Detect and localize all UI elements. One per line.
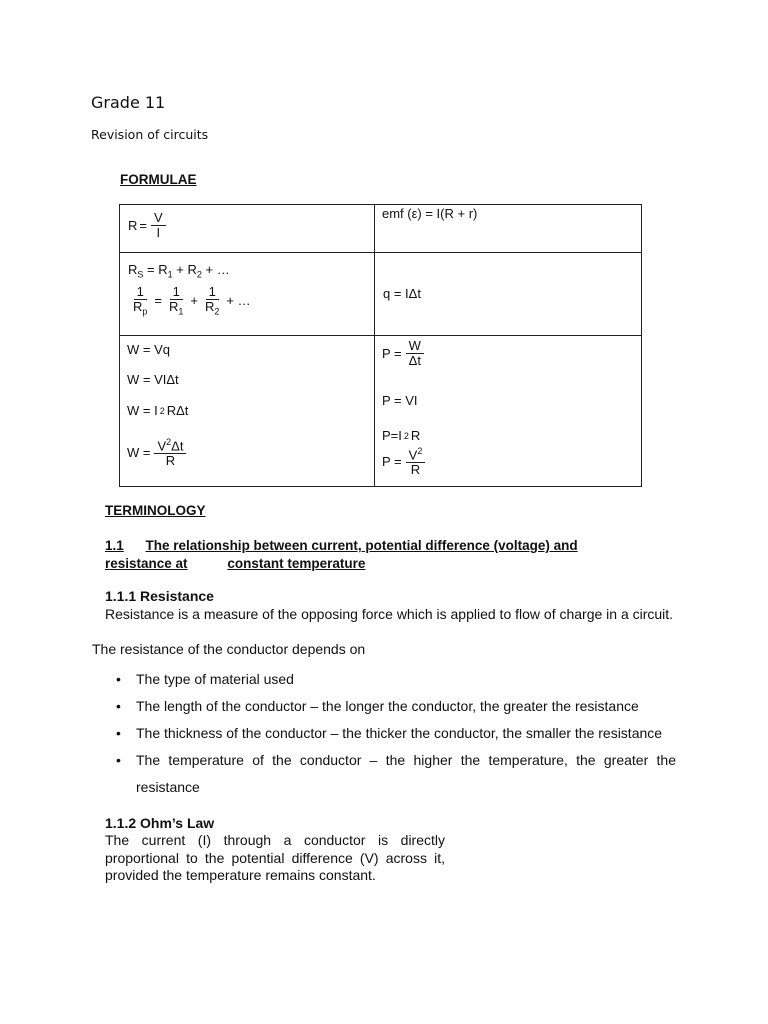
depends-intro: The resistance of the conductor depends on: [92, 641, 366, 657]
resistance-formula: [128, 211, 168, 239]
work-formula-3: W = I 2 RΔt: [127, 403, 189, 418]
ohms-law-text: The current (I) through a conductor is directly proportional to the potential difference (V) across it, provided the temperature remains constant.: [105, 832, 445, 883]
formula-text: +: [190, 293, 198, 309]
power-formula-4: [382, 447, 427, 477]
denominator: Δt: [408, 352, 421, 368]
parallel-resistance-formula: [128, 285, 251, 317]
fraction: [202, 285, 222, 317]
work-formula-1: W = Vq: [127, 342, 170, 357]
bullet-icon: •: [116, 698, 121, 714]
section-number: 1.1: [105, 538, 124, 553]
table-row: [120, 253, 642, 336]
section-1-1-2-heading: 1.1.2 Ohm’s Law: [105, 815, 215, 831]
numerator: $V^2\Delta t$: [154, 438, 186, 454]
power-formula-3: P=I 2 R: [382, 428, 421, 443]
list-item-text: The thickness of the conductor – the thicker the conductor, the smaller the resistance: [136, 725, 663, 741]
list-item: [116, 720, 676, 747]
bullet-icon: •: [116, 725, 121, 741]
denominator: $R_2$: [205, 298, 220, 317]
list-item: [116, 666, 676, 693]
bullet-icon: •: [116, 671, 121, 687]
power-formula-2: P = VI: [382, 393, 418, 408]
resistance-definition: Resistance is a measure of the opposing force which is applied to flow of charge in a circuit.: [105, 606, 674, 622]
work-formula-4: [127, 438, 188, 468]
numerator: 1: [134, 285, 147, 300]
formula-text: W =: [127, 445, 151, 461]
work-formula-2: W = VIΔt: [127, 372, 179, 387]
numerator: 1: [206, 285, 219, 300]
denominator: $R_p$: [133, 298, 148, 317]
table-cell: [120, 253, 375, 336]
section-title-part: resistance at: [105, 556, 188, 571]
fraction: [406, 339, 424, 367]
formula-text: =: [139, 217, 147, 233]
denominator: $R_1$: [169, 298, 184, 317]
series-resistance-formula: [128, 262, 230, 280]
charge-formula: q = IΔt: [383, 286, 421, 301]
bullet-list: [116, 666, 676, 801]
section-1-1-1-heading: 1.1.1 Resistance: [105, 588, 214, 604]
emf-formula: emf (ε) = I(R + r): [382, 206, 478, 221]
document-subtitle: Revision of circuits: [91, 127, 209, 142]
table-row: [120, 336, 642, 487]
fraction: [406, 447, 426, 477]
numerator: V: [151, 211, 166, 226]
power-formula-1: [382, 339, 426, 367]
table-cell: [120, 205, 375, 253]
formula-text: + …: [226, 293, 251, 309]
section-1-1-heading: [105, 537, 645, 573]
numerator: 1: [170, 285, 183, 300]
formulae-table: [119, 204, 642, 487]
denominator: I: [156, 224, 161, 240]
terminology-heading: TERMINOLOGY: [105, 503, 206, 518]
fraction: [151, 211, 166, 239]
numerator: W: [406, 339, 424, 354]
table-cell: [375, 205, 642, 253]
formula-text: P =: [382, 454, 402, 470]
formula-text: R: [128, 217, 138, 233]
table-row: [120, 205, 642, 253]
numerator: $V^2$: [406, 447, 426, 463]
list-item-text: The length of the conductor – the longer the conductor, the greater the resistance: [136, 698, 639, 714]
list-item: [116, 747, 676, 801]
table-cell: [375, 336, 642, 487]
bullet-icon: •: [116, 752, 121, 768]
formula-text: $R_S = R_1 + R_2$ + …: [128, 262, 230, 280]
list-item: [116, 693, 676, 720]
fraction: [130, 285, 150, 317]
fraction: [166, 285, 186, 317]
denominator: R: [165, 452, 176, 468]
formula-text: P =: [382, 345, 402, 361]
formulae-heading: FORMULAE: [120, 172, 197, 187]
table-cell: [375, 253, 642, 336]
fraction: [154, 438, 186, 468]
denominator: R: [410, 461, 421, 477]
list-item-text: The temperature of the conductor – the higher the temperature, the greater the resistance: [136, 752, 676, 795]
section-title-part: constant temperature: [227, 556, 366, 571]
list-item-text: The type of material used: [136, 671, 294, 687]
table-cell: [120, 336, 375, 487]
document-title: Grade 11: [91, 93, 166, 112]
formula-text: =: [154, 293, 162, 309]
section-title-part: The relationship between current, potential difference (voltage) and: [145, 538, 578, 553]
